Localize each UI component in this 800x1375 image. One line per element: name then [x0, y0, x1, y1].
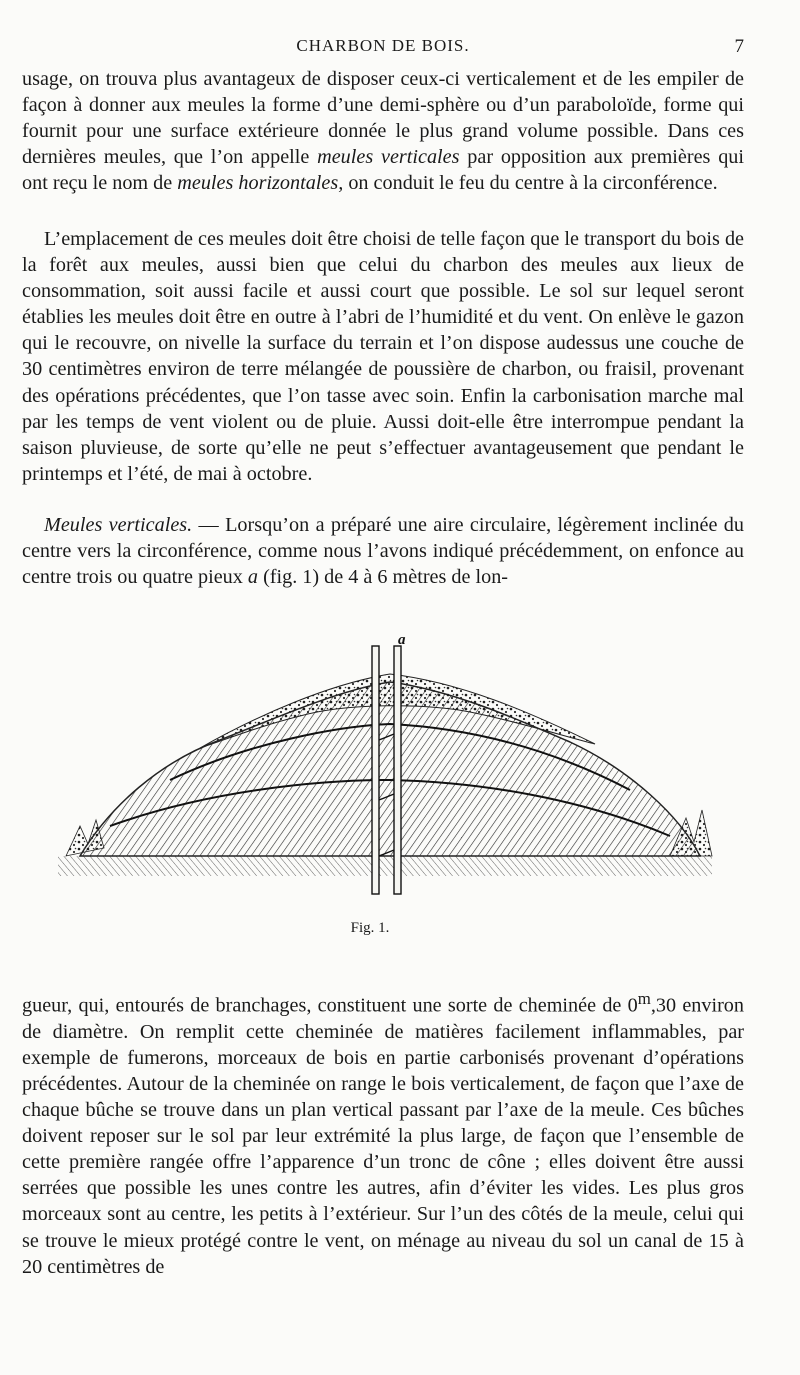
p3-text-c: (fig. 1) de 4 à 6 mètres de lon- — [258, 566, 509, 589]
p1-text-c: par opposition aux premières qui ont reçu le nom de — [22, 146, 744, 195]
mound-body — [80, 682, 700, 856]
stake-reference: a — [247, 566, 259, 589]
p4-text-a: gueur, qui, entourés de branchages, constituent une sorte de cheminée de 0 — [22, 994, 638, 1017]
section-lead-meules-verticales: Meules verticales. — [44, 514, 193, 536]
paragraph-3 — [22, 512, 744, 590]
p3-text-a: — Lorsqu’on a préparé une aire circulaire, légèrement inclinée du centre vers la circonférence, comme nous l’avons indiqué précédemment, on enfonce au centre trois ou quatre pieux — [22, 514, 744, 589]
p4-text-b: ,30 environ de diamètre. On remplit cette cheminée de matières facilement inflammables, par exemple de fumerons, morceaux de bois en partie carbonisés provenant d’opérations précédentes. Autour de la cheminée on range le bois verticalement, de façon que l’axe de chaque bûche se trouve dans un plan vertical passant par l’axe de la meule. Ces bûches doivent reposer sur le sol par leur extrémité la plus large, de façon que l’ensemble de cette première rangée offre l’apparence d’un tronc de cône ; elles doivent être aussi serrées que possible les unes contre les autres, afin d’éviter les vides. Les plus gros morceaux sont au centre, les petits à l’extérieur. Sur l’un des côtés de la meule, celui qui se trouve le mieux protégé contre le vent, on ménage au niveau du sol un canal de 15 à 20 centimètres de — [22, 994, 744, 1278]
stake-label: a — [398, 632, 406, 648]
p1-text-e: on conduit le feu du centre à la circonférence. — [343, 172, 718, 195]
paragraph-1 — [22, 66, 744, 196]
page-number: 7 — [734, 36, 744, 57]
term-meules-horizontales: meules horizontales, — [177, 172, 344, 195]
paragraph-4 — [22, 986, 744, 1280]
unit-superscript: m — [637, 989, 651, 1008]
charcoal-mound-illustration — [50, 630, 720, 912]
figure-caption: Fig. 1. — [350, 920, 390, 936]
ground-line — [58, 856, 712, 876]
p2-text: L’emplacement de ces meules doit être choisi de telle façon que le transport du bois de la forêt aux meules, aussi bien que celui du charbon des meules aux lieux de consommation, soit aussi facile et aussi court que possible. Le sol sur lequel seront établies les meules doit être en outre à l’abri de l’humidité et du vent. On enlève le gazon qui le recouvre, on nivelle la surface du terrain et l’on dispose audessus une couche de 30 centimètres environ de terre mélangée de poussière de charbon, ou fraisil, provenant des opérations précédentes, que l’on tasse avec soin. Enfin la carbonisation marche mal par les temps de vent violent ou de pluie. Aussi doit-elle être interrompue pendant la saison pluvieuse, de sorte qu’elle ne peut s’effectuer avantageusement que pendant le printemps et l’été, de mai à octobre. — [22, 228, 744, 485]
figure-charcoal-mound — [50, 630, 720, 912]
p1-text-a: usage, on trouva plus avantageux de disposer ceux-ci verticalement et de les empiler de façon à donner aux meules la forme d’une demi-sphère ou d’un paraboloïde, forme qui fournit pour une surface extérieure donnée le plus grand volume possible. Dans ces dernières meules, que l’on appelle — [22, 68, 744, 169]
page-header — [22, 36, 744, 62]
chimney-stake-2 — [394, 646, 401, 894]
chimney-stake-1 — [372, 646, 379, 894]
term-meules-verticales: meules verticales — [317, 146, 460, 169]
paragraph-2 — [22, 226, 744, 487]
running-title: CHARBON DE BOIS. — [296, 36, 470, 55]
